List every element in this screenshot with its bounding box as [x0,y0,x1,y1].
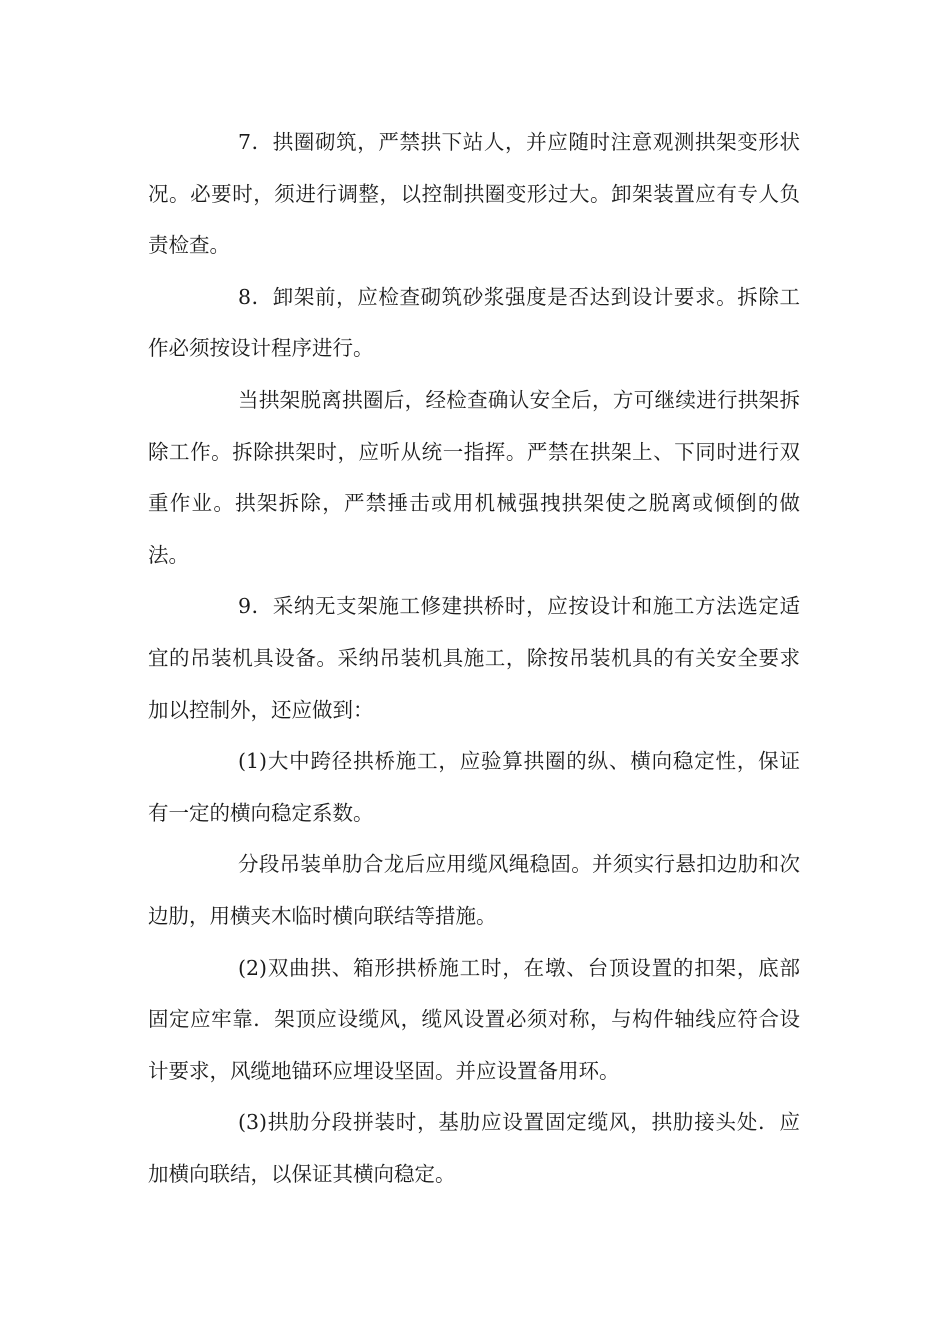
paragraph-subitem-1: (1)大中跨径拱桥施工，应验算拱圈的纵、横向稳定性，保证有一定的横向稳定系数。 [148,749,800,825]
paragraph-segment-hoisting: 分段吊装单肋合龙后应用缆风绳稳固。并须实行悬扣边肋和次边肋，用横夹木临时横向联结等措施。 [148,852,800,928]
paragraph-subitem-3: (3)拱肋分段拼装时，基肋应设置固定缆风，拱肋接头处．应加横向联结，以保证其横向稳定。 [148,1110,800,1186]
paragraph-item-9: 9．采纳无支架施工修建拱桥时，应按设计和施工方法选定适宜的吊装机具设备。采纳吊装机具施工，除按吊装机具的有关安全要求加以控制外，还应做到： [148,594,800,722]
paragraph-subitem-2: (2)双曲拱、箱形拱桥施工时，在墩、台顶设置的扣架，底部固定应牢靠．架顶应设缆风，缆风设置必须对称，与构件轴线应符合设计要求，风缆地锚环应埋设坚固。并应设置备用环。 [148,955,800,1083]
paragraph-arch-removal: 当拱架脱离拱圈后，经检查确认安全后，方可继续进行拱架拆除工作。拆除拱架时，应听从统一指挥。严禁在拱架上、下同时进行双重作业。拱架拆除，严禁捶击或用机械强拽拱架使之脱离或倾倒的做法。 [148,387,800,567]
paragraph-item-8: 8．卸架前，应检查砌筑砂浆强度是否达到设计要求。拆除工作必须按设计程序进行。 [148,284,800,361]
paragraph-item-7: 7．拱圈砌筑，严禁拱下站人，并应随时注意观测拱架变形状况。必要时，须进行调整，以控制拱圈变形过大。卸架装置应有专人负责检查。 [148,130,800,258]
document-body [148,117,800,1200]
